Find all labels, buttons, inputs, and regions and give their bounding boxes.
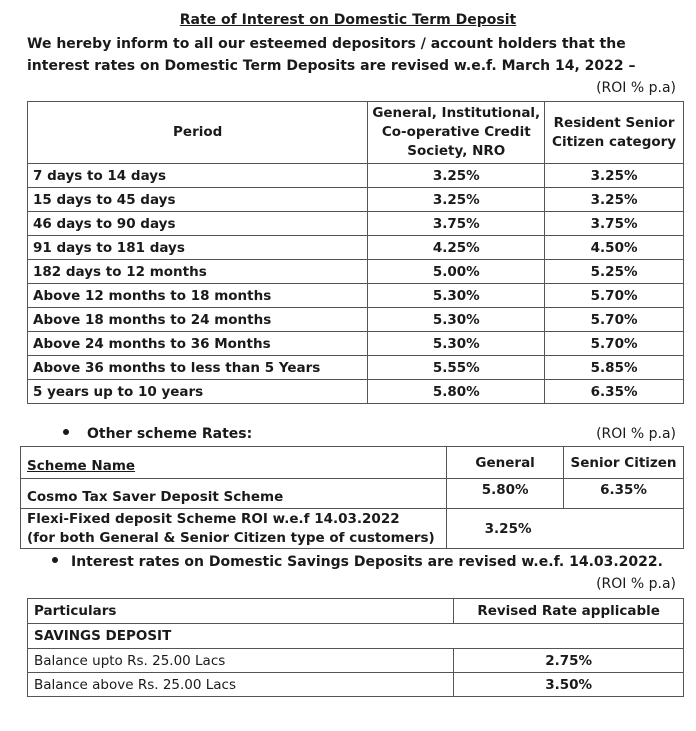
period-cell: 46 days to 90 days [28,212,368,236]
header-senior: Resident Senior Citizen category [545,102,684,164]
general-rate-cell: 5.00% [368,260,545,284]
senior-rate-cell: 5.25% [545,260,684,284]
senior-rate-cell: 3.75% [545,212,684,236]
page-title: Rate of Interest on Domestic Term Deposit [179,12,517,28]
period-cell: Above 24 months to 36 Months [28,332,368,356]
general-rate-cell: 5.30% [368,332,545,356]
period-cell: 5 years up to 10 years [28,380,368,404]
intro-text: We hereby inform to all our esteemed depositors / account holders that the interest rates on Domestic Term Deposits are revised w.e.f. March 14, 2022 – [27,36,636,74]
table-row [28,212,684,236]
table-row [28,380,684,404]
period-cell: Above 36 months to less than 5 Years [28,356,368,380]
savings-particular: Balance above Rs. 25.00 Lacs [28,673,454,697]
savings-section-label: SAVINGS DEPOSIT [28,624,684,649]
table-row [28,332,684,356]
roi-label-term: (ROI % p.a) [596,80,676,96]
bullet-icon [63,429,69,435]
header-scheme-senior: Senior Citizen [564,447,684,479]
header-particulars: Particulars [28,599,454,624]
scheme-senior-rate: 6.35% [564,479,684,509]
header-general: General, Institutional, Co-operative Credit Society, NRO [368,102,545,164]
table-row [21,509,684,549]
general-rate-cell: 3.75% [368,212,545,236]
table-row [28,164,684,188]
other-scheme-bullet [63,426,252,442]
savings-rate: 3.50% [454,673,684,697]
savings-bullet [52,554,663,570]
senior-rate-cell: 5.70% [545,332,684,356]
general-rate-cell: 5.80% [368,380,545,404]
table-row [28,649,684,673]
header-scheme-general: General [447,447,564,479]
senior-rate-cell: 5.70% [545,284,684,308]
period-cell: Above 18 months to 24 months [28,308,368,332]
flexi-scheme-rate: 3.25% [447,509,684,549]
other-scheme-table [20,446,684,549]
table-row [28,284,684,308]
table-header-row [28,599,684,624]
table-row [28,188,684,212]
period-cell: Above 12 months to 18 months [28,284,368,308]
period-cell: 7 days to 14 days [28,164,368,188]
table-row [28,356,684,380]
savings-rate: 2.75% [454,649,684,673]
table-row [28,236,684,260]
senior-rate-cell: 4.50% [545,236,684,260]
flexi-scheme-name [21,509,447,549]
general-rate-cell: 3.25% [368,188,545,212]
general-rate-cell: 5.30% [368,284,545,308]
header-scheme-name: Scheme Name [21,447,447,479]
senior-rate-cell: 3.25% [545,164,684,188]
general-rate-cell: 5.30% [368,308,545,332]
header-period: Period [28,102,368,164]
scheme-general-rate: 5.80% [447,479,564,509]
period-cell: 182 days to 12 months [28,260,368,284]
bullet-icon [52,557,58,563]
savings-heading: Interest rates on Domestic Savings Deposits are revised w.e.f. 14.03.2022. [71,554,663,570]
table-row [21,479,684,509]
period-cell: 91 days to 181 days [28,236,368,260]
general-rate-cell: 5.55% [368,356,545,380]
senior-rate-cell: 5.85% [545,356,684,380]
table-section-row [28,624,684,649]
table-row [28,673,684,697]
savings-table [27,598,684,697]
senior-rate-cell: 3.25% [545,188,684,212]
scheme-name: Cosmo Tax Saver Deposit Scheme [21,479,447,509]
other-scheme-heading: Other scheme Rates: [87,426,253,442]
roi-label-scheme: (ROI % p.a) [596,426,676,442]
table-header-row [28,102,684,164]
table-row [28,308,684,332]
header-revised-rate: Revised Rate applicable [454,599,684,624]
senior-rate-cell: 5.70% [545,308,684,332]
table-row [28,260,684,284]
table-header-row [21,447,684,479]
flexi-scheme-line1: Flexi-Fixed deposit Scheme ROI w.e.f 14.03.2022 [27,511,400,527]
savings-particular: Balance upto Rs. 25.00 Lacs [28,649,454,673]
term-deposit-table [27,101,684,404]
general-rate-cell: 3.25% [368,164,545,188]
roi-label-savings: (ROI % p.a) [596,576,676,592]
flexi-scheme-line2: (for both General & Senior Citizen type of customers) [27,530,435,546]
period-cell: 15 days to 45 days [28,188,368,212]
senior-rate-cell: 6.35% [545,380,684,404]
general-rate-cell: 4.25% [368,236,545,260]
